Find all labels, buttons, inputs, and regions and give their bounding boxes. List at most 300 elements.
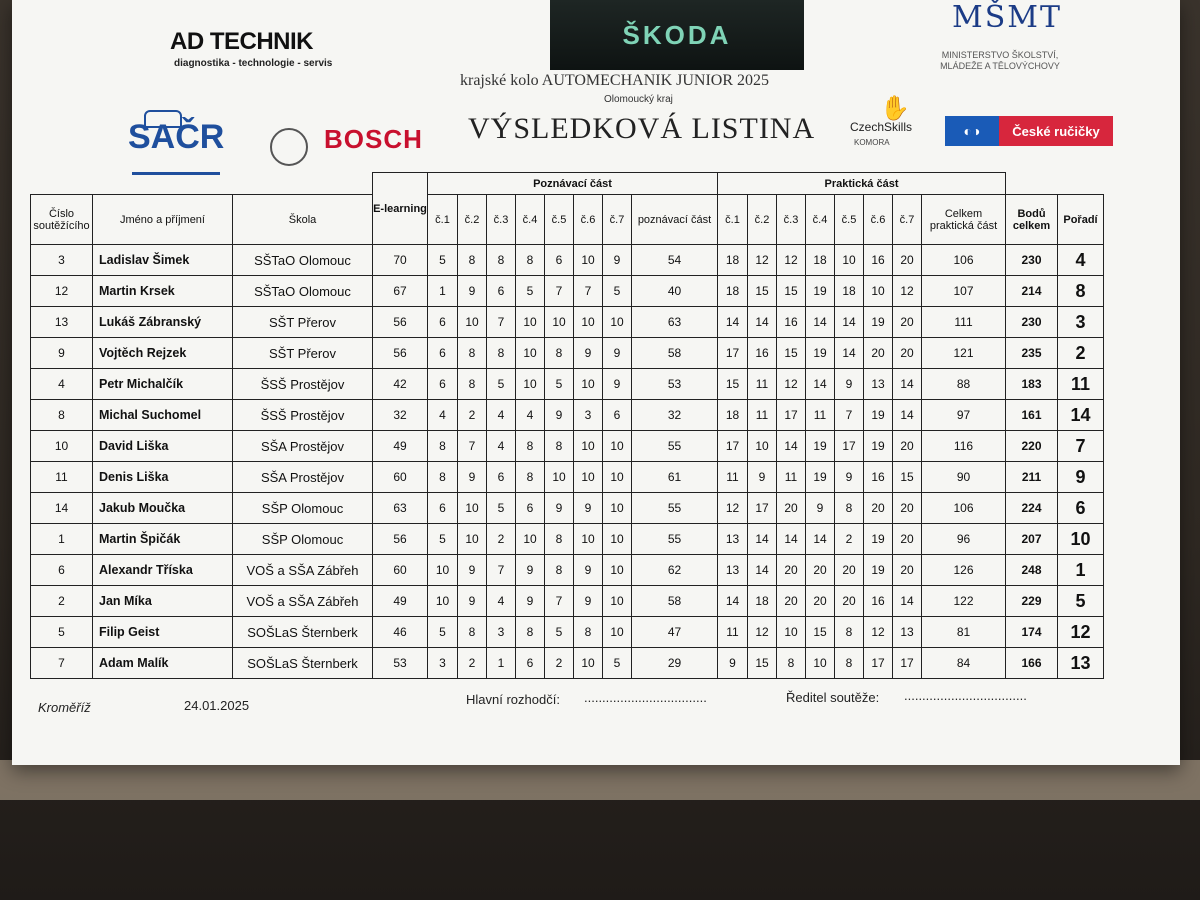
- cell-poznavaci-c7: 9: [603, 369, 632, 400]
- cell-cislo: 14: [31, 493, 93, 524]
- cell-cislo: 1: [31, 524, 93, 555]
- cell-prakticka-c1: 11: [718, 462, 748, 493]
- cell-prakticka-c7: 13: [893, 617, 922, 648]
- cell-skola: SŠA Prostějov: [233, 431, 373, 462]
- cell-prakticka-c5: 8: [835, 493, 864, 524]
- cell-poznavaci-c5: 9: [545, 493, 574, 524]
- cell-poznavaci-sum: 55: [632, 431, 718, 462]
- cell-celkem-prakticka: 81: [922, 617, 1006, 648]
- cell-skola: VOŠ a SŠA Zábřeh: [233, 586, 373, 617]
- header-celkem-prakticka: Celkem praktická část: [922, 195, 1006, 245]
- header-prakticka-c5: č.5: [835, 195, 864, 245]
- cell-prakticka-c6: 19: [864, 307, 893, 338]
- cell-prakticka-c4: 14: [806, 369, 835, 400]
- cell-cislo: 7: [31, 648, 93, 679]
- cell-poradi: 5: [1058, 586, 1104, 617]
- desk-edge: [0, 760, 1200, 800]
- cell-poznavaci-c4: 8: [516, 245, 545, 276]
- cell-poznavaci-c4: 5: [516, 276, 545, 307]
- cell-poradi: 1: [1058, 555, 1104, 586]
- cell-prakticka-c4: 9: [806, 493, 835, 524]
- cell-cislo: 6: [31, 555, 93, 586]
- cell-poznavaci-c6: 10: [574, 369, 603, 400]
- cell-cislo: 8: [31, 400, 93, 431]
- cell-prakticka-c6: 19: [864, 555, 893, 586]
- cell-skola: SOŠLaS Šternberk: [233, 648, 373, 679]
- region-label: Olomoucký kraj: [604, 94, 673, 105]
- cell-prakticka-c4: 18: [806, 245, 835, 276]
- cell-jmeno: Jakub Moučka: [93, 493, 233, 524]
- cell-prakticka-c3: 14: [777, 431, 806, 462]
- page-title: VÝSLEDKOVÁ LISTINA: [468, 112, 816, 145]
- cell-poznavaci-c4: 8: [516, 617, 545, 648]
- cell-skola: SŠP Olomouc: [233, 493, 373, 524]
- cell-prakticka-c4: 14: [806, 307, 835, 338]
- cell-poznavaci-sum: 62: [632, 555, 718, 586]
- cell-poznavaci-c7: 10: [603, 586, 632, 617]
- cell-body-celkem: 183: [1006, 369, 1058, 400]
- cell-celkem-prakticka: 88: [922, 369, 1006, 400]
- cell-prakticka-c6: 19: [864, 524, 893, 555]
- director-signature-line: ..................................: [904, 688, 1027, 703]
- cell-poznavaci-c3: 7: [487, 307, 516, 338]
- table-row: [31, 493, 1104, 524]
- cell-poznavaci-c3: 5: [487, 493, 516, 524]
- cell-poznavaci-c6: 10: [574, 648, 603, 679]
- cell-poznavaci-c3: 2: [487, 524, 516, 555]
- cell-skola: SŠTaO Olomouc: [233, 245, 373, 276]
- cell-poznavaci-c5: 10: [545, 307, 574, 338]
- header-prakticka-c3: č.3: [777, 195, 806, 245]
- cell-poznavaci-c6: 10: [574, 307, 603, 338]
- cell-prakticka-c2: 14: [748, 307, 777, 338]
- cell-body-celkem: 229: [1006, 586, 1058, 617]
- bosch-armature-icon: [270, 128, 308, 166]
- cell-prakticka-c6: 20: [864, 338, 893, 369]
- cell-prakticka-c1: 11: [718, 617, 748, 648]
- cell-poznavaci-c5: 8: [545, 338, 574, 369]
- cell-poznavaci-sum: 55: [632, 493, 718, 524]
- cell-elearning: 56: [373, 338, 428, 369]
- header-prakticka-group: Praktická část: [718, 173, 1006, 195]
- cell-poznavaci-c1: 4: [428, 400, 458, 431]
- cell-poradi: 12: [1058, 617, 1104, 648]
- cell-poznavaci-c7: 10: [603, 524, 632, 555]
- cell-prakticka-c7: 20: [893, 338, 922, 369]
- cell-poznavaci-c4: 9: [516, 555, 545, 586]
- cell-poznavaci-c1: 5: [428, 245, 458, 276]
- cell-poznavaci-c6: 10: [574, 431, 603, 462]
- cell-prakticka-c4: 15: [806, 617, 835, 648]
- table-row: [31, 307, 1104, 338]
- cell-elearning: 32: [373, 400, 428, 431]
- cell-prakticka-c2: 16: [748, 338, 777, 369]
- cell-poznavaci-c5: 10: [545, 462, 574, 493]
- cell-prakticka-c4: 14: [806, 524, 835, 555]
- cell-prakticka-c6: 12: [864, 617, 893, 648]
- cell-cislo: 5: [31, 617, 93, 648]
- cell-poznavaci-c2: 8: [458, 369, 487, 400]
- cell-poznavaci-c5: 8: [545, 524, 574, 555]
- cell-jmeno: Jan Míka: [93, 586, 233, 617]
- cell-poznavaci-c3: 1: [487, 648, 516, 679]
- cell-skola: VOŠ a SŠA Zábřeh: [233, 555, 373, 586]
- cell-prakticka-c2: 14: [748, 555, 777, 586]
- cell-cislo: 11: [31, 462, 93, 493]
- header-poradi: Pořadí: [1058, 195, 1104, 245]
- cell-poznavaci-c2: 8: [458, 338, 487, 369]
- cell-jmeno: Adam Malík: [93, 648, 233, 679]
- cell-prakticka-c6: 16: [864, 586, 893, 617]
- cell-prakticka-c4: 11: [806, 400, 835, 431]
- cell-poznavaci-c2: 9: [458, 555, 487, 586]
- cell-poznavaci-sum: 40: [632, 276, 718, 307]
- cell-celkem-prakticka: 107: [922, 276, 1006, 307]
- cell-body-celkem: 224: [1006, 493, 1058, 524]
- cell-poznavaci-c6: 10: [574, 524, 603, 555]
- cell-jmeno: Michal Suchomel: [93, 400, 233, 431]
- cell-cislo: 13: [31, 307, 93, 338]
- cell-celkem-prakticka: 97: [922, 400, 1006, 431]
- cell-poznavaci-c6: 9: [574, 493, 603, 524]
- cell-poznavaci-c6: 10: [574, 245, 603, 276]
- cell-prakticka-c3: 15: [777, 276, 806, 307]
- header-spacer-right: [1006, 173, 1104, 195]
- cell-cislo: 12: [31, 276, 93, 307]
- cell-poznavaci-c5: 9: [545, 400, 574, 431]
- cell-jmeno: Petr Michalčík: [93, 369, 233, 400]
- czechskills-sub: KOMORA: [854, 138, 890, 147]
- skoda-logo-text: ŠKODA: [622, 19, 732, 50]
- cell-skola: SOŠLaS Šternberk: [233, 617, 373, 648]
- cell-poznavaci-c6: 7: [574, 276, 603, 307]
- cell-poradi: 2: [1058, 338, 1104, 369]
- judge-signature-line: ..................................: [584, 690, 707, 705]
- cell-jmeno: Filip Geist: [93, 617, 233, 648]
- cell-celkem-prakticka: 106: [922, 245, 1006, 276]
- cell-poznavaci-sum: 53: [632, 369, 718, 400]
- header-prakticka-c6: č.6: [864, 195, 893, 245]
- cell-prakticka-c7: 14: [893, 369, 922, 400]
- cell-prakticka-c6: 16: [864, 245, 893, 276]
- cell-poznavaci-c6: 9: [574, 555, 603, 586]
- cell-poznavaci-c3: 8: [487, 245, 516, 276]
- cell-prakticka-c3: 15: [777, 338, 806, 369]
- cell-poznavaci-sum: 58: [632, 338, 718, 369]
- cell-poradi: 13: [1058, 648, 1104, 679]
- hands-icon: ◐◑: [945, 116, 999, 146]
- cell-prakticka-c6: 10: [864, 276, 893, 307]
- cell-body-celkem: 248: [1006, 555, 1058, 586]
- cell-poznavaci-c6: 8: [574, 617, 603, 648]
- cell-poznavaci-c3: 7: [487, 555, 516, 586]
- table-row: [31, 462, 1104, 493]
- table-row: [31, 617, 1104, 648]
- table-row: [31, 245, 1104, 276]
- judge-label: Hlavní rozhodčí:: [466, 692, 560, 707]
- cell-prakticka-c6: 19: [864, 400, 893, 431]
- cell-jmeno: Alexandr Tříska: [93, 555, 233, 586]
- cell-prakticka-c5: 17: [835, 431, 864, 462]
- cell-elearning: 46: [373, 617, 428, 648]
- cell-celkem-prakticka: 121: [922, 338, 1006, 369]
- table-row: [31, 555, 1104, 586]
- sacr-logo: SAČR: [128, 118, 225, 156]
- cell-poznavaci-c5: 5: [545, 369, 574, 400]
- table-row: [31, 338, 1104, 369]
- cell-poradi: 10: [1058, 524, 1104, 555]
- cell-prakticka-c7: 17: [893, 648, 922, 679]
- cell-prakticka-c5: 14: [835, 338, 864, 369]
- cell-poznavaci-c1: 5: [428, 617, 458, 648]
- results-table: [30, 172, 1104, 679]
- cell-prakticka-c1: 14: [718, 307, 748, 338]
- cell-poznavaci-c4: 10: [516, 524, 545, 555]
- header-jmeno: Jméno a příjmení: [93, 195, 233, 245]
- cell-prakticka-c7: 20: [893, 431, 922, 462]
- cell-poznavaci-c7: 10: [603, 493, 632, 524]
- footer-date: 24.01.2025: [184, 698, 250, 713]
- cell-prakticka-c4: 20: [806, 555, 835, 586]
- cell-prakticka-c2: 10: [748, 431, 777, 462]
- cell-prakticka-c6: 20: [864, 493, 893, 524]
- cell-celkem-prakticka: 116: [922, 431, 1006, 462]
- cell-prakticka-c7: 15: [893, 462, 922, 493]
- cell-prakticka-c6: 19: [864, 431, 893, 462]
- cell-poznavaci-c7: 5: [603, 648, 632, 679]
- cell-prakticka-c3: 20: [777, 493, 806, 524]
- cell-prakticka-c1: 18: [718, 400, 748, 431]
- cell-poznavaci-c7: 10: [603, 617, 632, 648]
- cell-prakticka-c3: 17: [777, 400, 806, 431]
- cell-poznavaci-c5: 7: [545, 276, 574, 307]
- cell-prakticka-c1: 17: [718, 431, 748, 462]
- bosch-logo: BOSCH: [324, 124, 423, 154]
- cell-prakticka-c6: 17: [864, 648, 893, 679]
- cell-prakticka-c3: 12: [777, 245, 806, 276]
- header-poznavaci-c4: č.4: [516, 195, 545, 245]
- cell-elearning: 56: [373, 524, 428, 555]
- cell-celkem-prakticka: 111: [922, 307, 1006, 338]
- header-cislo: Číslo soutěžícího: [31, 195, 93, 245]
- cell-poznavaci-c4: 10: [516, 369, 545, 400]
- cell-poznavaci-c7: 9: [603, 245, 632, 276]
- cell-cislo: 10: [31, 431, 93, 462]
- cell-prakticka-c7: 20: [893, 555, 922, 586]
- cell-poznavaci-c1: 6: [428, 369, 458, 400]
- cell-skola: ŠSŠ Prostějov: [233, 400, 373, 431]
- cell-poznavaci-sum: 55: [632, 524, 718, 555]
- cell-elearning: 49: [373, 431, 428, 462]
- cell-prakticka-c1: 14: [718, 586, 748, 617]
- cell-celkem-prakticka: 126: [922, 555, 1006, 586]
- cell-poznavaci-c1: 10: [428, 555, 458, 586]
- cell-cislo: 3: [31, 245, 93, 276]
- table-row: [31, 369, 1104, 400]
- cell-prakticka-c4: 19: [806, 276, 835, 307]
- cell-prakticka-c3: 14: [777, 524, 806, 555]
- cell-elearning: 67: [373, 276, 428, 307]
- czechskills-hand-icon: ✋: [880, 95, 910, 122]
- ceske-rucicky-logo: [945, 116, 1113, 146]
- header-skola: Škola: [233, 195, 373, 245]
- cell-poznavaci-c1: 6: [428, 493, 458, 524]
- header-poznavaci-c2: č.2: [458, 195, 487, 245]
- cell-prakticka-c3: 16: [777, 307, 806, 338]
- cell-prakticka-c3: 11: [777, 462, 806, 493]
- cell-jmeno: Vojtěch Rejzek: [93, 338, 233, 369]
- cell-prakticka-c5: 18: [835, 276, 864, 307]
- table-body: [31, 245, 1104, 679]
- cell-jmeno: Lukáš Zábranský: [93, 307, 233, 338]
- header-prakticka-c1: č.1: [718, 195, 748, 245]
- cell-poznavaci-c1: 6: [428, 307, 458, 338]
- cell-poznavaci-c3: 6: [487, 276, 516, 307]
- cell-elearning: 60: [373, 555, 428, 586]
- cell-skola: SŠP Olomouc: [233, 524, 373, 555]
- cell-elearning: 56: [373, 307, 428, 338]
- table-row: [31, 431, 1104, 462]
- cell-cislo: 9: [31, 338, 93, 369]
- table-row: [31, 276, 1104, 307]
- header-poznavaci-c5: č.5: [545, 195, 574, 245]
- cell-celkem-prakticka: 84: [922, 648, 1006, 679]
- table-row: [31, 524, 1104, 555]
- cell-poradi: 11: [1058, 369, 1104, 400]
- cell-prakticka-c2: 12: [748, 245, 777, 276]
- cell-prakticka-c2: 11: [748, 369, 777, 400]
- cell-poznavaci-c3: 5: [487, 369, 516, 400]
- table-row: [31, 586, 1104, 617]
- cell-prakticka-c1: 13: [718, 555, 748, 586]
- cell-poznavaci-c2: 10: [458, 307, 487, 338]
- cell-skola: SŠA Prostějov: [233, 462, 373, 493]
- cell-poznavaci-sum: 47: [632, 617, 718, 648]
- cell-elearning: 53: [373, 648, 428, 679]
- cell-prakticka-c5: 20: [835, 586, 864, 617]
- cell-prakticka-c4: 19: [806, 462, 835, 493]
- header-poznavaci-c1: č.1: [428, 195, 458, 245]
- cell-poznavaci-c1: 8: [428, 462, 458, 493]
- cell-poznavaci-c5: 8: [545, 555, 574, 586]
- header-poznavaci-c6: č.6: [574, 195, 603, 245]
- cell-prakticka-c1: 9: [718, 648, 748, 679]
- cell-body-celkem: 166: [1006, 648, 1058, 679]
- cell-poznavaci-c4: 10: [516, 307, 545, 338]
- cell-celkem-prakticka: 96: [922, 524, 1006, 555]
- cell-poznavaci-c2: 10: [458, 493, 487, 524]
- cell-prakticka-c3: 20: [777, 555, 806, 586]
- cell-poradi: 7: [1058, 431, 1104, 462]
- header-body-celkem: Bodů celkem: [1006, 195, 1058, 245]
- table-row: [31, 400, 1104, 431]
- table-row: [31, 648, 1104, 679]
- header-poznavaci-sum: poznávací část: [632, 195, 718, 245]
- cell-prakticka-c6: 13: [864, 369, 893, 400]
- cell-poznavaci-c3: 4: [487, 431, 516, 462]
- cell-poznavaci-c4: 8: [516, 431, 545, 462]
- cell-body-celkem: 161: [1006, 400, 1058, 431]
- cell-poznavaci-c4: 9: [516, 586, 545, 617]
- cell-poradi: 14: [1058, 400, 1104, 431]
- cell-poznavaci-sum: 29: [632, 648, 718, 679]
- cell-jmeno: Ladislav Šimek: [93, 245, 233, 276]
- cell-elearning: 70: [373, 245, 428, 276]
- cell-poznavaci-c4: 4: [516, 400, 545, 431]
- cell-prakticka-c2: 11: [748, 400, 777, 431]
- cell-body-celkem: 230: [1006, 307, 1058, 338]
- cell-skola: SŠT Přerov: [233, 307, 373, 338]
- event-title: krajské kolo AUTOMECHANIK JUNIOR 2025: [460, 72, 770, 89]
- cell-prakticka-c5: 10: [835, 245, 864, 276]
- msmt-logo-mark: MŠMT: [952, 0, 1062, 35]
- cell-poznavaci-c5: 6: [545, 245, 574, 276]
- cell-prakticka-c7: 20: [893, 524, 922, 555]
- cell-jmeno: Denis Liška: [93, 462, 233, 493]
- cell-poznavaci-c2: 8: [458, 245, 487, 276]
- header-spacer: [31, 173, 373, 195]
- cell-poznavaci-c2: 7: [458, 431, 487, 462]
- table-header: [31, 173, 1104, 245]
- czechskills-logo: CzechSkills: [850, 120, 913, 134]
- cell-prakticka-c5: 20: [835, 555, 864, 586]
- cell-poznavaci-c2: 9: [458, 586, 487, 617]
- cell-prakticka-c1: 13: [718, 524, 748, 555]
- cell-prakticka-c3: 20: [777, 586, 806, 617]
- header-prakticka-c2: č.2: [748, 195, 777, 245]
- cell-prakticka-c5: 8: [835, 648, 864, 679]
- cell-prakticka-c3: 10: [777, 617, 806, 648]
- cell-poznavaci-c2: 9: [458, 462, 487, 493]
- cell-body-celkem: 174: [1006, 617, 1058, 648]
- cell-celkem-prakticka: 106: [922, 493, 1006, 524]
- cell-poradi: 9: [1058, 462, 1104, 493]
- cell-poznavaci-c4: 6: [516, 648, 545, 679]
- cell-poznavaci-c4: 10: [516, 338, 545, 369]
- cell-jmeno: Martin Špičák: [93, 524, 233, 555]
- cell-poznavaci-c7: 10: [603, 462, 632, 493]
- cell-poradi: 6: [1058, 493, 1104, 524]
- header-prakticka-c4: č.4: [806, 195, 835, 245]
- cell-prakticka-c4: 10: [806, 648, 835, 679]
- cell-prakticka-c5: 2: [835, 524, 864, 555]
- cell-prakticka-c1: 15: [718, 369, 748, 400]
- cell-prakticka-c7: 20: [893, 307, 922, 338]
- header-poznavaci-group: Poznávací část: [428, 173, 718, 195]
- cell-prakticka-c7: 20: [893, 245, 922, 276]
- cell-poznavaci-c5: 8: [545, 431, 574, 462]
- ad-technik-tagline: diagnostika - technologie - servis: [174, 58, 333, 69]
- cell-cislo: 4: [31, 369, 93, 400]
- cell-body-celkem: 214: [1006, 276, 1058, 307]
- header-elearning: E-learning: [373, 173, 428, 245]
- cell-prakticka-c5: 14: [835, 307, 864, 338]
- cell-jmeno: David Liška: [93, 431, 233, 462]
- cell-poznavaci-c2: 2: [458, 400, 487, 431]
- cell-prakticka-c4: 19: [806, 431, 835, 462]
- footer-place: Kroměříž: [38, 700, 91, 715]
- cell-prakticka-c7: 20: [893, 493, 922, 524]
- cell-poznavaci-c6: 9: [574, 338, 603, 369]
- cell-poradi: 8: [1058, 276, 1104, 307]
- cell-poradi: 4: [1058, 245, 1104, 276]
- cell-poznavaci-c5: 2: [545, 648, 574, 679]
- director-label: Ředitel soutěže:: [786, 690, 880, 705]
- skoda-logo: [550, 0, 804, 70]
- cell-poznavaci-c7: 9: [603, 338, 632, 369]
- cell-poznavaci-sum: 54: [632, 245, 718, 276]
- cell-poznavaci-c7: 5: [603, 276, 632, 307]
